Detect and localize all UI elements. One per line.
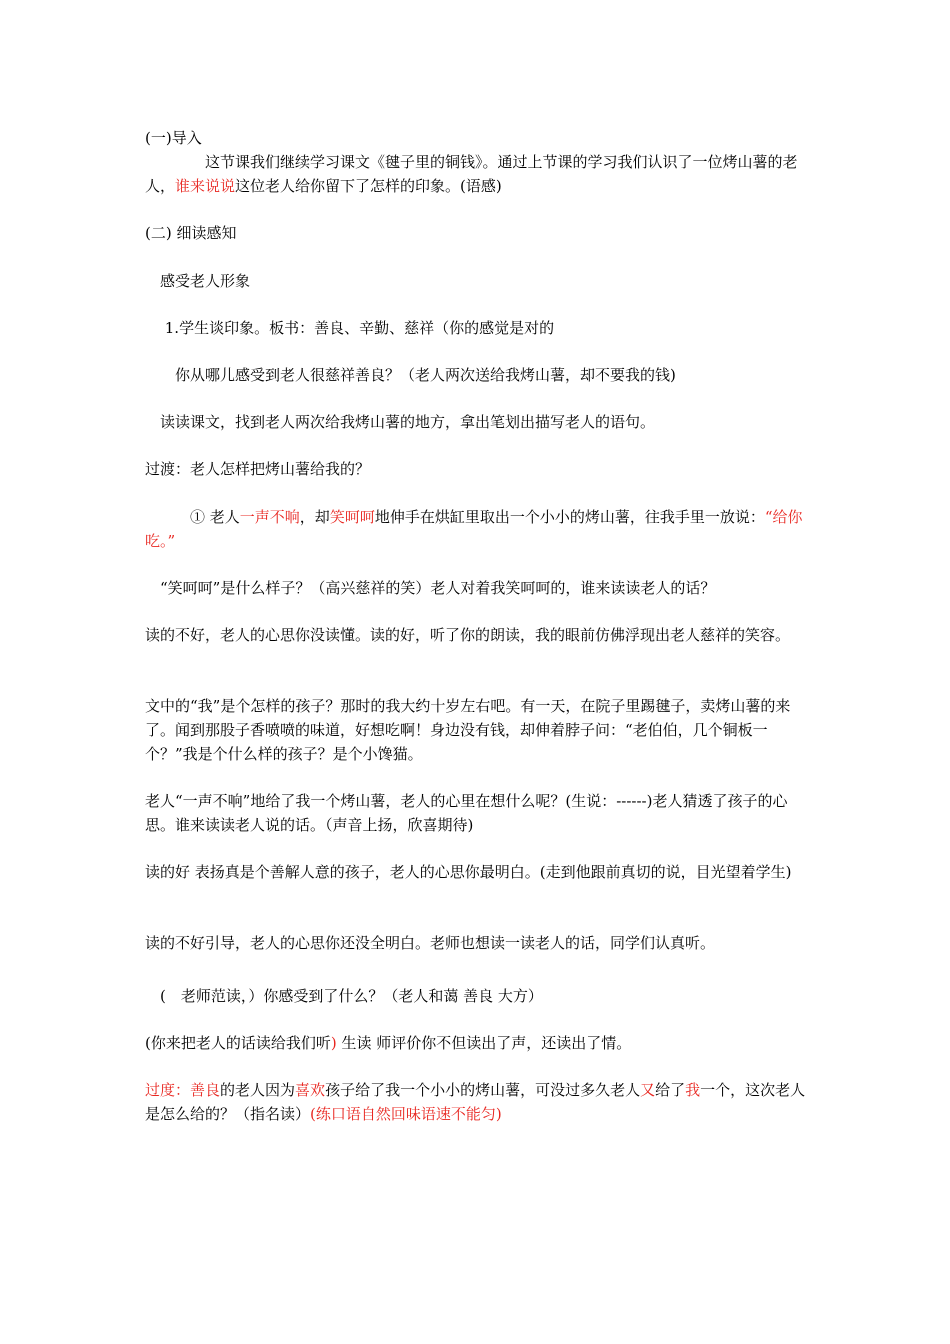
text-segment: ( 老师范读，）你感受到了什么？（老人和蔼 善良 大方）: [145, 987, 543, 1005]
text-segment: 孩子给了我一个小小的烤山薯，可没过多久老人: [325, 1081, 641, 1099]
highlighted-text: 笑呵呵: [329, 508, 375, 526]
text-segment: 文中的“我”是个怎样的孩子？那时的我大约十岁左右吧。有一天，在院子里踢毽子，卖烤山薯的来了。闻到那股子香喷喷的味道，好想吃啊！身边没有钱，却伸着脖子问：“老伯伯，几个铜板一个？”我是个什么样的孩子？是个小馋猫。: [145, 697, 791, 763]
text-segment: 这节课我们继续学习课文《毽子里的铜钱》。通过上节课的学习我们认识了一位烤山薯的老人，: [145, 153, 798, 195]
transition-two: [145, 1078, 810, 1126]
bad-reading: [145, 931, 810, 955]
text-segment: 生读 师评价你不但读出了声，还读出了情。: [336, 1034, 632, 1052]
text-segment: 你从哪儿感受到老人很慈祥善良？（老人两次送给我烤山薯，却不要我的钱): [145, 366, 676, 384]
highlighted-text: “给你吃。”: [145, 508, 803, 550]
highlighted-text: 我: [685, 1081, 701, 1099]
text-segment: 一个，这次老人是怎么给的？（指名读）: [145, 1081, 806, 1123]
highlighted-text: 一声不响: [239, 508, 300, 526]
laugh-question: [145, 576, 810, 600]
quote-one: [145, 505, 810, 553]
text-segment: 读的不好引导，老人的心思你还没全明白。老师也想读一读老人的话，同学们认真听。: [145, 934, 716, 952]
text-segment: 这位老人给你留下了怎样的印象。(语感): [235, 177, 502, 195]
read-instruction: [145, 410, 810, 434]
section-one-heading: [145, 126, 810, 150]
highlighted-text: 又: [640, 1081, 656, 1099]
highlighted-text: 喜欢: [295, 1081, 326, 1099]
text-segment: 读的不好，老人的心思你没读懂。读的好，听了你的朗读，我的眼前仿佛浮现出老人慈祥的笑容。: [145, 626, 791, 644]
text-segment: 过渡：老人怎样把烤山薯给我的？: [145, 460, 371, 478]
text-segment: “笑呵呵”是什么样子？（高兴慈祥的笑）老人对着我笑呵呵的，谁来读读老人的话？: [145, 579, 716, 597]
highlighted-text: 善良: [190, 1081, 221, 1099]
text-segment: 老人“一声不响”地给了我一个烤山薯，老人的心里在想什么呢？(生说：------)老人猜透了孩子的心思。谁来读读老人说的话。（声音上扬，欣喜期待): [145, 792, 788, 834]
old-man-thoughts: [145, 789, 810, 837]
text-segment: 读的好 表扬真是个善解人意的孩子，老人的心思你最明白。(走到他跟前真切的说，目光望着学生): [145, 863, 792, 881]
highlighted-text: (练口语自然回味语速不能匀): [310, 1105, 502, 1123]
text-segment: (你来把老人的话读给我们听: [145, 1034, 331, 1052]
student-reading: [145, 1031, 810, 1055]
text-segment: ① 老人: [145, 508, 240, 526]
sub-heading: [145, 269, 810, 293]
child-description: [145, 694, 810, 766]
good-reading: [145, 860, 810, 884]
text-segment: 读读课文，找到老人两次给我烤山薯的地方，拿出笔划出描写老人的语句。: [145, 413, 656, 431]
highlighted-text: ): [330, 1034, 337, 1052]
question-kind: [145, 363, 810, 387]
text-segment: (二) 细读感知: [145, 224, 237, 242]
text-segment: 1.学生谈印象。板书：善良、辛勤、慈祥（你的感觉是对的: [145, 319, 555, 337]
section-two-heading: [145, 221, 810, 245]
highlighted-text: 过度：: [145, 1081, 191, 1099]
text-segment: 给了: [655, 1081, 686, 1099]
step-one: [145, 316, 810, 340]
intro-paragraph: [145, 150, 810, 198]
highlighted-text: 谁来说说: [175, 177, 236, 195]
text-segment: 的老人因为: [220, 1081, 296, 1099]
reading-feedback: [145, 623, 810, 647]
text-segment: 感受老人形象: [145, 272, 251, 290]
transition-one: [145, 457, 810, 481]
text-segment: 地伸手在烘缸里取出一个小小的烤山薯，往我手里一放说：: [374, 508, 765, 526]
text-segment: ，却: [299, 508, 330, 526]
text-segment: (一)导入: [145, 129, 202, 147]
teacher-reading: [145, 984, 810, 1008]
